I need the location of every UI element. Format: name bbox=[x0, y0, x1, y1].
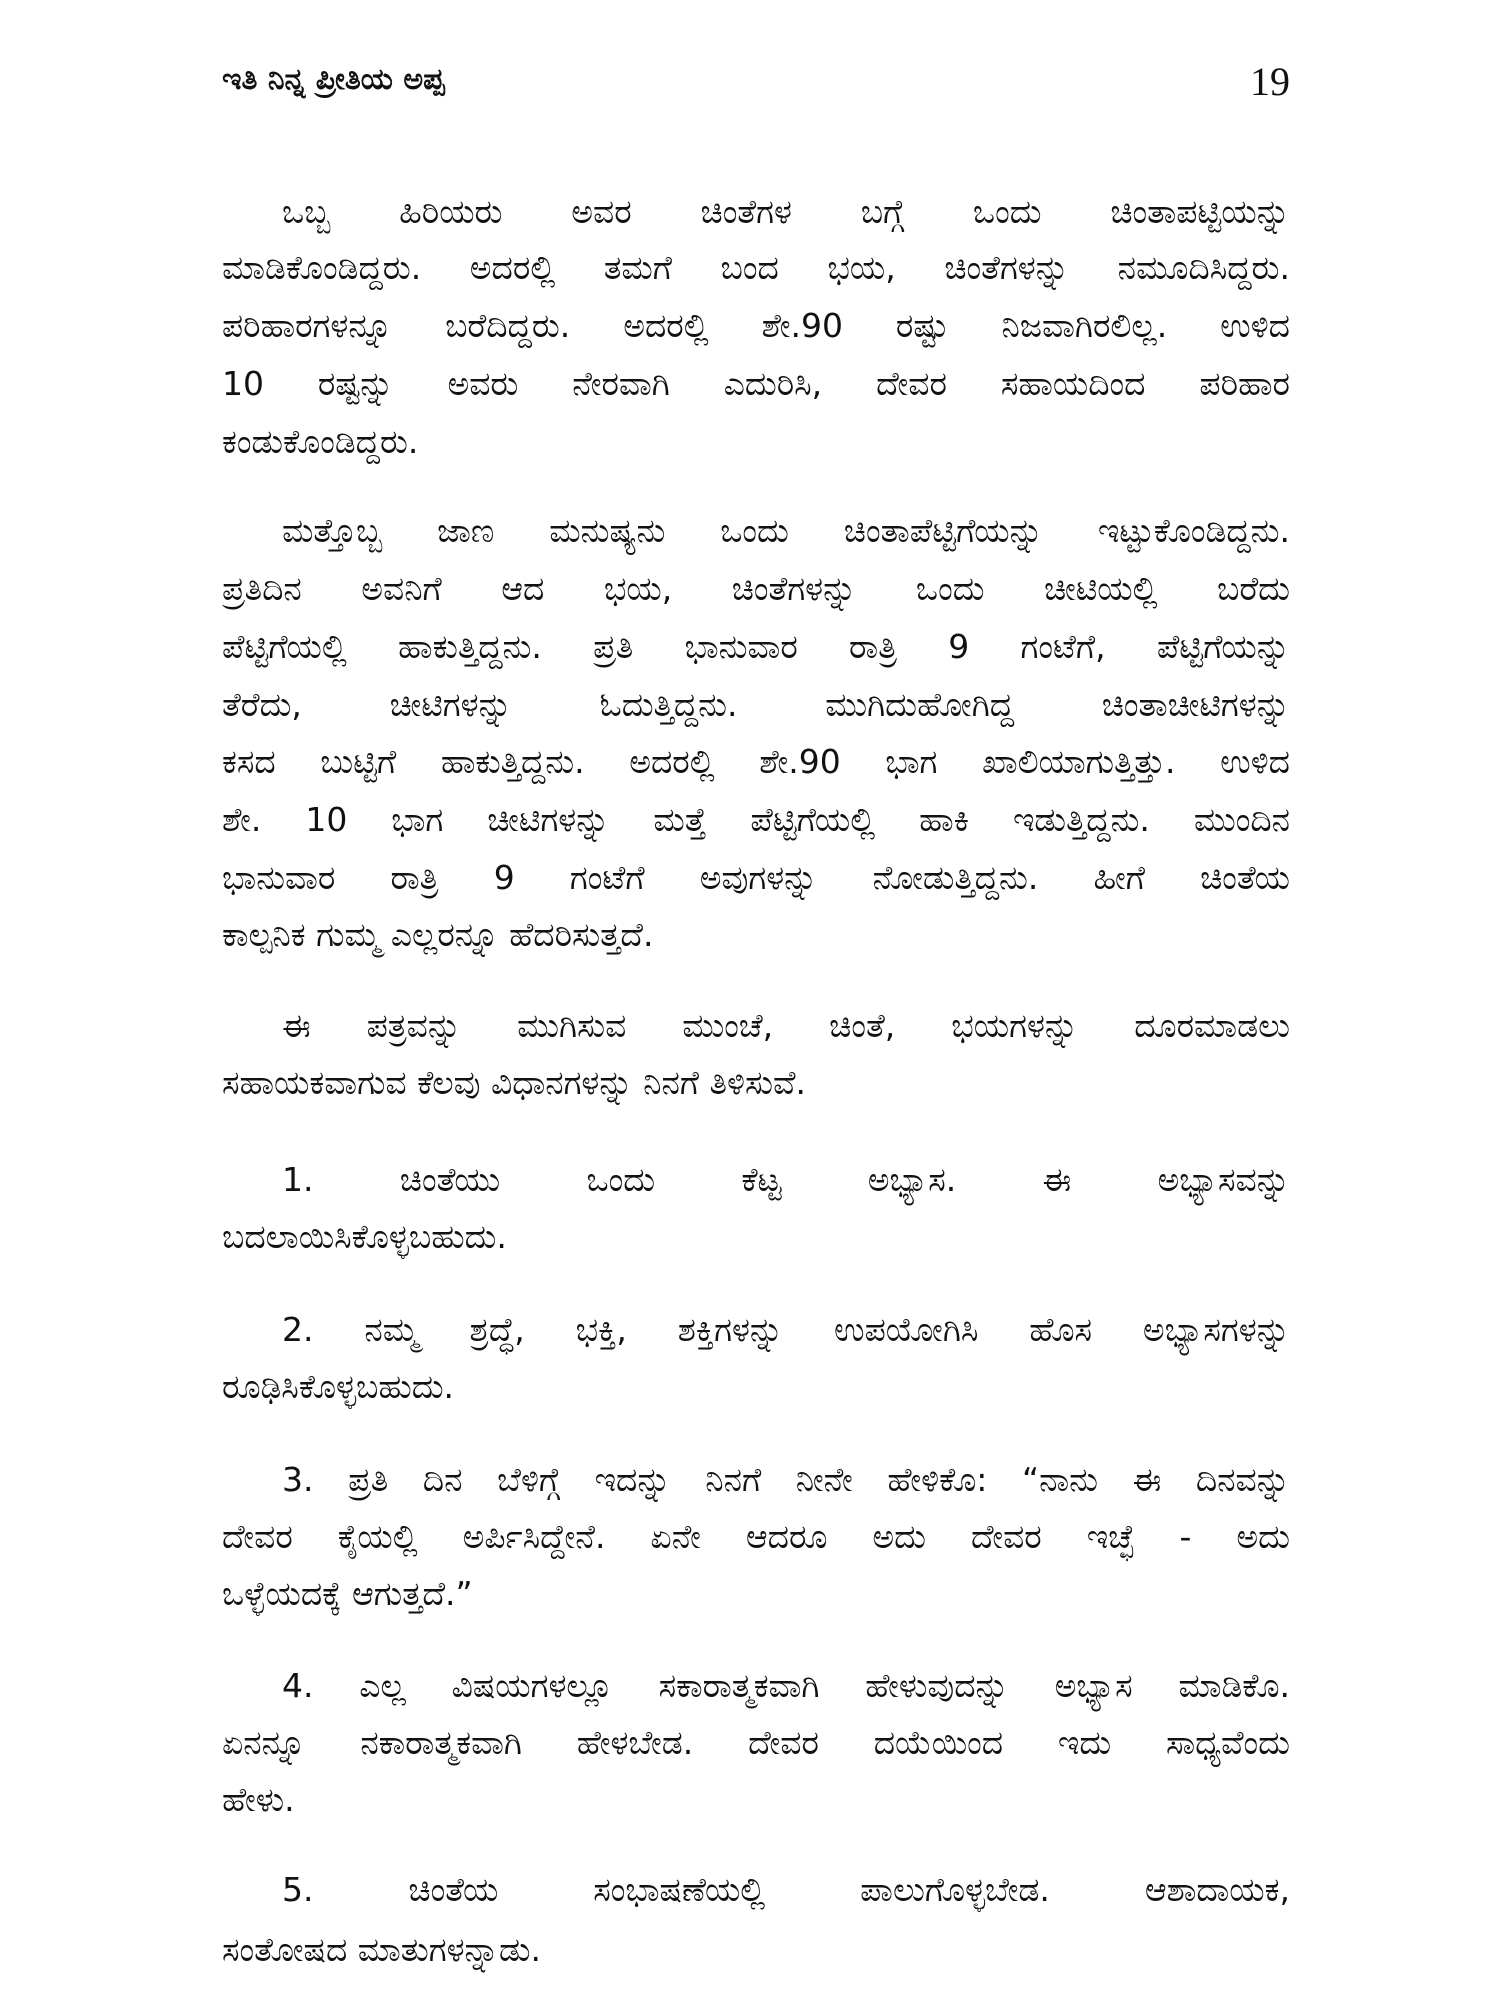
text-line: ಮತ್ತೊಬ್ಬ ಜಾಣ ಮನುಷ್ಯನು ಒಂದು ಚಿಂತಾಪೆಟ್ಟಿಗೆಯನ್ನು ಇಟ್ಟುಕೊಂಡಿದ್ದನು. bbox=[282, 511, 1290, 550]
text-line: ಸಹಾಯಕವಾಗುವ ಕೆಲವು ವಿಧಾನಗಳನ್ನು ನಿನಗೆ ತಿಳಿಸುವೆ. bbox=[222, 1063, 806, 1102]
text-line: ಪರಿಹಾರಗಳನ್ನೂ ಬರೆದಿದ್ದರು. ಅದರಲ್ಲಿ ಶೇ.90 ರಷ್ಟು ನಿಜವಾಗಿರಲಿಲ್ಲ. ಉಳಿದ bbox=[222, 306, 1290, 345]
list-item-line: ಒಳ್ಳೆಯದಕ್ಕೆ ಆಗುತ್ತದೆ.” bbox=[222, 1574, 473, 1613]
list-item-line: ಹೇಳು. bbox=[222, 1780, 295, 1819]
text-line: ಕಾಲ್ಪನಿಕ ಗುಮ್ಮ ಎಲ್ಲರನ್ನೂ ಹೆದರಿಸುತ್ತದೆ. bbox=[222, 915, 654, 954]
list-item-line: 2. ನಮ್ಮ ಶ್ರದ್ಧೆ, ಭಕ್ತಿ, ಶಕ್ತಿಗಳನ್ನು ಉಪಯೋಗಿಸಿ ಹೊಸ ಅಭ್ಯಾಸಗಳನ್ನು bbox=[282, 1310, 1290, 1349]
text-line: ಭಾನುವಾರ ರಾತ್ರಿ 9 ಗಂಟೆಗೆ ಅವುಗಳನ್ನು ನೋಡುತ್ತಿದ್ದನು. ಹೀಗೆ ಚಿಂತೆಯ bbox=[222, 858, 1290, 897]
list-item-line: 3. ಪ್ರತಿ ದಿನ ಬೆಳಿಗ್ಗೆ ಇದನ್ನು ನಿನಗೆ ನೀನೇ ಹೇಳಿಕೊ: “ನಾನು ಈ ದಿನವನ್ನು bbox=[282, 1460, 1290, 1499]
text-line: ಶೇ. 10 ಭಾಗ ಚೀಟಿಗಳನ್ನು ಮತ್ತೆ ಪೆಟ್ಟಿಗೆಯಲ್ಲಿ ಹಾಕಿ ಇಡುತ್ತಿದ್ದನು. ಮುಂದಿನ bbox=[222, 800, 1290, 839]
list-item-line: ಬದಲಾಯಿಸಿಕೊಳ್ಳಬಹುದು. bbox=[222, 1217, 507, 1256]
running-header: ಇತಿ ನಿನ್ನ ಪ್ರೀತಿಯ ಅಪ್ಪ bbox=[222, 62, 445, 97]
text-line: ಒಬ್ಬ ಹಿರಿಯರು ಅವರ ಚಿಂತೆಗಳ ಬಗ್ಗೆ ಒಂದು ಚಿಂತಾಪಟ್ಟಿಯನ್ನು bbox=[282, 192, 1290, 231]
list-item-line: ರೂಢಿಸಿಕೊಳ್ಳಬಹುದು. bbox=[222, 1367, 455, 1406]
text-line: ತೆರೆದು, ಚೀಟಿಗಳನ್ನು ಓದುತ್ತಿದ್ದನು. ಮುಗಿದುಹೋಗಿದ್ದ ಚಿಂತಾಚೀಟಿಗಳನ್ನು bbox=[222, 685, 1290, 724]
list-item-line: 1. ಚಿಂತೆಯು ಒಂದು ಕೆಟ್ಟ ಅಭ್ಯಾಸ. ಈ ಅಭ್ಯಾಸವನ್ನು bbox=[282, 1160, 1290, 1199]
page-number: 19 bbox=[1250, 59, 1290, 104]
text-line: ಕಂಡುಕೊಂಡಿದ್ದರು. bbox=[222, 422, 419, 461]
text-line: ಪ್ರತಿದಿನ ಅವನಿಗೆ ಆದ ಭಯ, ಚಿಂತೆಗಳನ್ನು ಒಂದು ಚೀಟಿಯಲ್ಲಿ ಬರೆದು bbox=[222, 569, 1290, 608]
text-line: ಪೆಟ್ಟಿಗೆಯಲ್ಲಿ ಹಾಕುತ್ತಿದ್ದನು. ಪ್ರತಿ ಭಾನುವಾರ ರಾತ್ರಿ 9 ಗಂಟೆಗೆ, ಪೆಟ್ಟಿಗೆಯನ್ನು bbox=[222, 627, 1290, 666]
text-line: 10 ರಷ್ಟನ್ನು ಅವರು ನೇರವಾಗಿ ಎದುರಿಸಿ, ದೇವರ ಸಹಾಯದಿಂದ ಪರಿಹಾರ bbox=[222, 364, 1290, 403]
list-item-line: 4. ಎಲ್ಲ ವಿಷಯಗಳಲ್ಲೂ ಸಕಾರಾತ್ಮಕವಾಗಿ ಹೇಳುವುದನ್ನು ಅಭ್ಯಾಸ ಮಾಡಿಕೊ. bbox=[282, 1666, 1290, 1705]
text-line: ಕಸದ ಬುಟ್ಟಿಗೆ ಹಾಕುತ್ತಿದ್ದನು. ಅದರಲ್ಲಿ ಶೇ.90 ಭಾಗ ಖಾಲಿಯಾಗುತ್ತಿತ್ತು. ಉಳಿದ bbox=[222, 742, 1290, 781]
list-item-line: 5. ಚಿಂತೆಯ ಸಂಭಾಷಣೆಯಲ್ಲಿ ಪಾಲುಗೊಳ್ಳಬೇಡ. ಆಶಾದಾಯಕ, bbox=[282, 1870, 1290, 1909]
list-item-line: ಸಂತೋಷದ ಮಾತುಗಳನ್ನಾಡು. bbox=[222, 1930, 542, 1969]
list-item-line: ದೇವರ ಕೈಯಲ್ಲಿ ಅರ್ಪಿಸಿದ್ದೇನೆ. ಏನೇ ಆದರೂ ಅದು ದೇವರ ಇಚ್ಛೆ - ಅದು bbox=[222, 1517, 1290, 1556]
text-line: ಮಾಡಿಕೊಂಡಿದ್ದರು. ಅದರಲ್ಲಿ ತಮಗೆ ಬಂದ ಭಯ, ಚಿಂತೆಗಳನ್ನು ನಮೂದಿಸಿದ್ದರು. bbox=[222, 248, 1290, 287]
text-line: ಈ ಪತ್ರವನ್ನು ಮುಗಿಸುವ ಮುಂಚೆ, ಚಿಂತೆ, ಭಯಗಳನ್ನು ದೂರಮಾಡಲು bbox=[282, 1006, 1290, 1045]
list-item-line: ಏನನ್ನೂ ನಕಾರಾತ್ಮಕವಾಗಿ ಹೇಳಬೇಡ. ದೇವರ ದಯೆಯಿಂದ ಇದು ಸಾಧ್ಯವೆಂದು bbox=[222, 1723, 1290, 1762]
